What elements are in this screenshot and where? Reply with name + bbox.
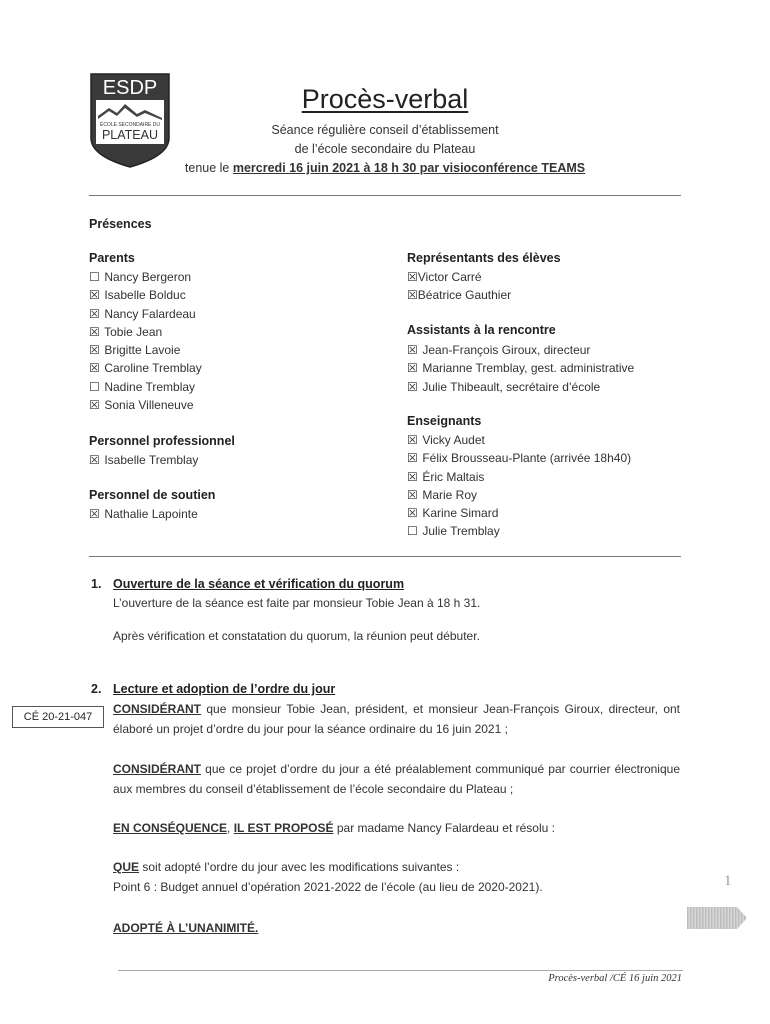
que-paragraph: QUE soit adopté l’ordre du jour avec les modifications suivantes : Point 6 : Budget annuel d’opération 2021-2022 de l’école (au lieu de 2020-2021).: [113, 857, 543, 897]
member-item: ☒ Julie Thibeault, secrétaire d’école: [407, 378, 634, 396]
checkbox-icon: ☒: [407, 343, 418, 357]
group-title-parents: Parents: [89, 251, 135, 265]
section-1-title: Ouverture de la séance et vérification du quorum: [113, 577, 405, 591]
checkbox-icon: ☐: [89, 270, 100, 284]
page-tab-decoration: [687, 905, 747, 931]
section-2-number: 2.: [91, 682, 102, 696]
checkbox-icon: ☒: [407, 469, 418, 484]
resolution-number-box: CÉ 20-21-047: [12, 706, 104, 728]
group-title-assistants: Assistants à la rencontre: [407, 323, 556, 337]
member-item: ☒Béatrice Gauthier: [407, 288, 512, 303]
member-item: ☒ Isabelle Tremblay: [89, 451, 198, 469]
section-1-paragraph-2: Après vérification et constatation du quorum, la réunion peut débuter.: [113, 629, 480, 643]
footer-divider: [118, 970, 683, 971]
consequence-paragraph: EN CONSÉQUENCE, IL EST PROPOSÉ par madame Nancy Falardeau et résolu :: [113, 821, 555, 835]
member-item: ☒ Tobie Jean: [89, 323, 202, 341]
members-assistants: [407, 341, 634, 396]
header-line-1: Séance régulière conseil d’établissement: [271, 123, 499, 137]
meeting-datetime: mercredi 16 juin 2021 à 18 h 30 par visioconférence TEAMS: [232, 161, 586, 175]
member-item: ☐ Nadine Tremblay: [89, 378, 202, 396]
checkbox-icon: ☒: [89, 398, 100, 413]
considerant-label: CONSIDÉRANT: [113, 762, 202, 776]
member-item: ☒ Jean-François Giroux, directeur: [407, 341, 634, 359]
considerant-label: CONSIDÉRANT: [113, 702, 202, 716]
members-professionnel: [89, 451, 198, 469]
header-line-3: [120, 161, 650, 175]
checkbox-icon: ☐: [89, 379, 100, 394]
member-item: ☒ Sonia Villeneuve: [89, 396, 202, 414]
member-item: ☒ Félix Brousseau-Plante (arrivée 18h40): [407, 449, 631, 467]
page-number: 1: [724, 873, 732, 889]
logo-top-text: ESDP: [102, 77, 158, 99]
page-footer: Procès-verbal /CÉ 16 juin 2021: [548, 973, 682, 984]
member-item: ☒ Caroline Tremblay: [89, 359, 202, 377]
document-title: Procès-verbal: [301, 84, 469, 114]
que-label: QUE: [113, 860, 140, 874]
checkbox-icon: ☒: [89, 507, 100, 521]
adopted-statement: ADOPTÉ À L’UNANIMITÉ.: [113, 921, 259, 935]
que-line-2: Point 6 : Budget annuel d’opération 2021-2022 de l’école (au lieu de 2020-2021).: [113, 880, 543, 894]
members-parents: [89, 268, 202, 414]
member-item: ☐ Nancy Bergeron: [89, 268, 202, 286]
consequence-label: EN CONSÉQUENCE: [113, 821, 228, 835]
checkbox-icon: ☒: [407, 379, 418, 394]
member-item: ☒ Éric Maltais: [407, 468, 631, 486]
group-title-soutien: Personnel de soutien: [89, 488, 216, 502]
members-soutien: [89, 505, 198, 523]
member-item: ☒ Marie Roy: [407, 486, 631, 504]
member-item: ☒ Vicky Audet: [407, 431, 631, 449]
checkbox-icon: ☒: [407, 288, 418, 303]
checkbox-icon: ☒: [407, 506, 418, 521]
checkbox-icon: ☒: [407, 487, 418, 502]
section-1-number: 1.: [91, 577, 102, 591]
member-item: ☒ Brigitte Lavoie: [89, 341, 202, 359]
member-item: ☐ Julie Tremblay: [407, 522, 631, 540]
group-title-eleves: Représentants des élèves: [407, 251, 561, 265]
divider: [89, 195, 681, 196]
header-line-3-prefix: tenue le: [184, 161, 233, 175]
members-eleves: [407, 268, 511, 305]
member-item: ☒ Nathalie Lapointe: [89, 505, 198, 523]
checkbox-icon: ☒: [407, 361, 418, 376]
member-item: ☒ Isabelle Bolduc: [89, 286, 202, 304]
checkbox-icon: ☒: [89, 306, 100, 321]
considerant-paragraph-2: CONSIDÉRANT que ce projet d’ordre du jour a été préalablement communiqué par courrier électronique aux membres du conseil d’établissement de l’école secondaire du Plateau ;: [113, 762, 680, 796]
divider: [89, 556, 681, 557]
checkbox-icon: ☒: [407, 433, 418, 447]
checkbox-icon: ☒: [89, 324, 100, 339]
member-item: ☒ Karine Simard: [407, 504, 631, 522]
considerant-paragraph-1: CONSIDÉRANT que monsieur Tobie Jean, président, et monsieur Jean-François Giroux, directeur, ont élaboré un projet d’ordre du jour pour la séance ordinaire du 16 juin 2021 ;: [113, 702, 680, 736]
checkbox-icon: ☐: [407, 524, 418, 539]
members-enseignants: [407, 431, 631, 541]
member-item: ☒ Marianne Tremblay, gest. administrative: [407, 359, 634, 377]
checkbox-icon: ☒: [89, 361, 100, 376]
group-title-enseignants: Enseignants: [407, 414, 482, 428]
checkbox-icon: ☒: [407, 270, 418, 284]
checkbox-icon: ☒: [89, 343, 100, 358]
member-item: ☒ Nancy Falardeau: [89, 305, 202, 323]
group-title-professionnel: Personnel professionnel: [89, 434, 235, 448]
section-2-title: Lecture et adoption de l’ordre du jour: [113, 682, 336, 696]
section-1-paragraph-1: L’ouverture de la séance est faite par monsieur Tobie Jean à 18 h 31.: [113, 596, 481, 610]
checkbox-icon: ☒: [89, 453, 100, 467]
presences-heading: Présences: [89, 217, 152, 231]
header-line-2: de l’école secondaire du Plateau: [294, 142, 476, 156]
logo-middle-text: ÉCOLE SECONDAIRE DU: [99, 122, 161, 128]
member-item: ☒Victor Carré: [407, 270, 482, 284]
checkbox-icon: ☒: [407, 451, 418, 466]
propose-label: IL EST PROPOSÉ: [233, 821, 334, 835]
checkbox-icon: ☒: [89, 288, 100, 303]
logo-bottom-text: PLATEAU: [101, 128, 159, 142]
